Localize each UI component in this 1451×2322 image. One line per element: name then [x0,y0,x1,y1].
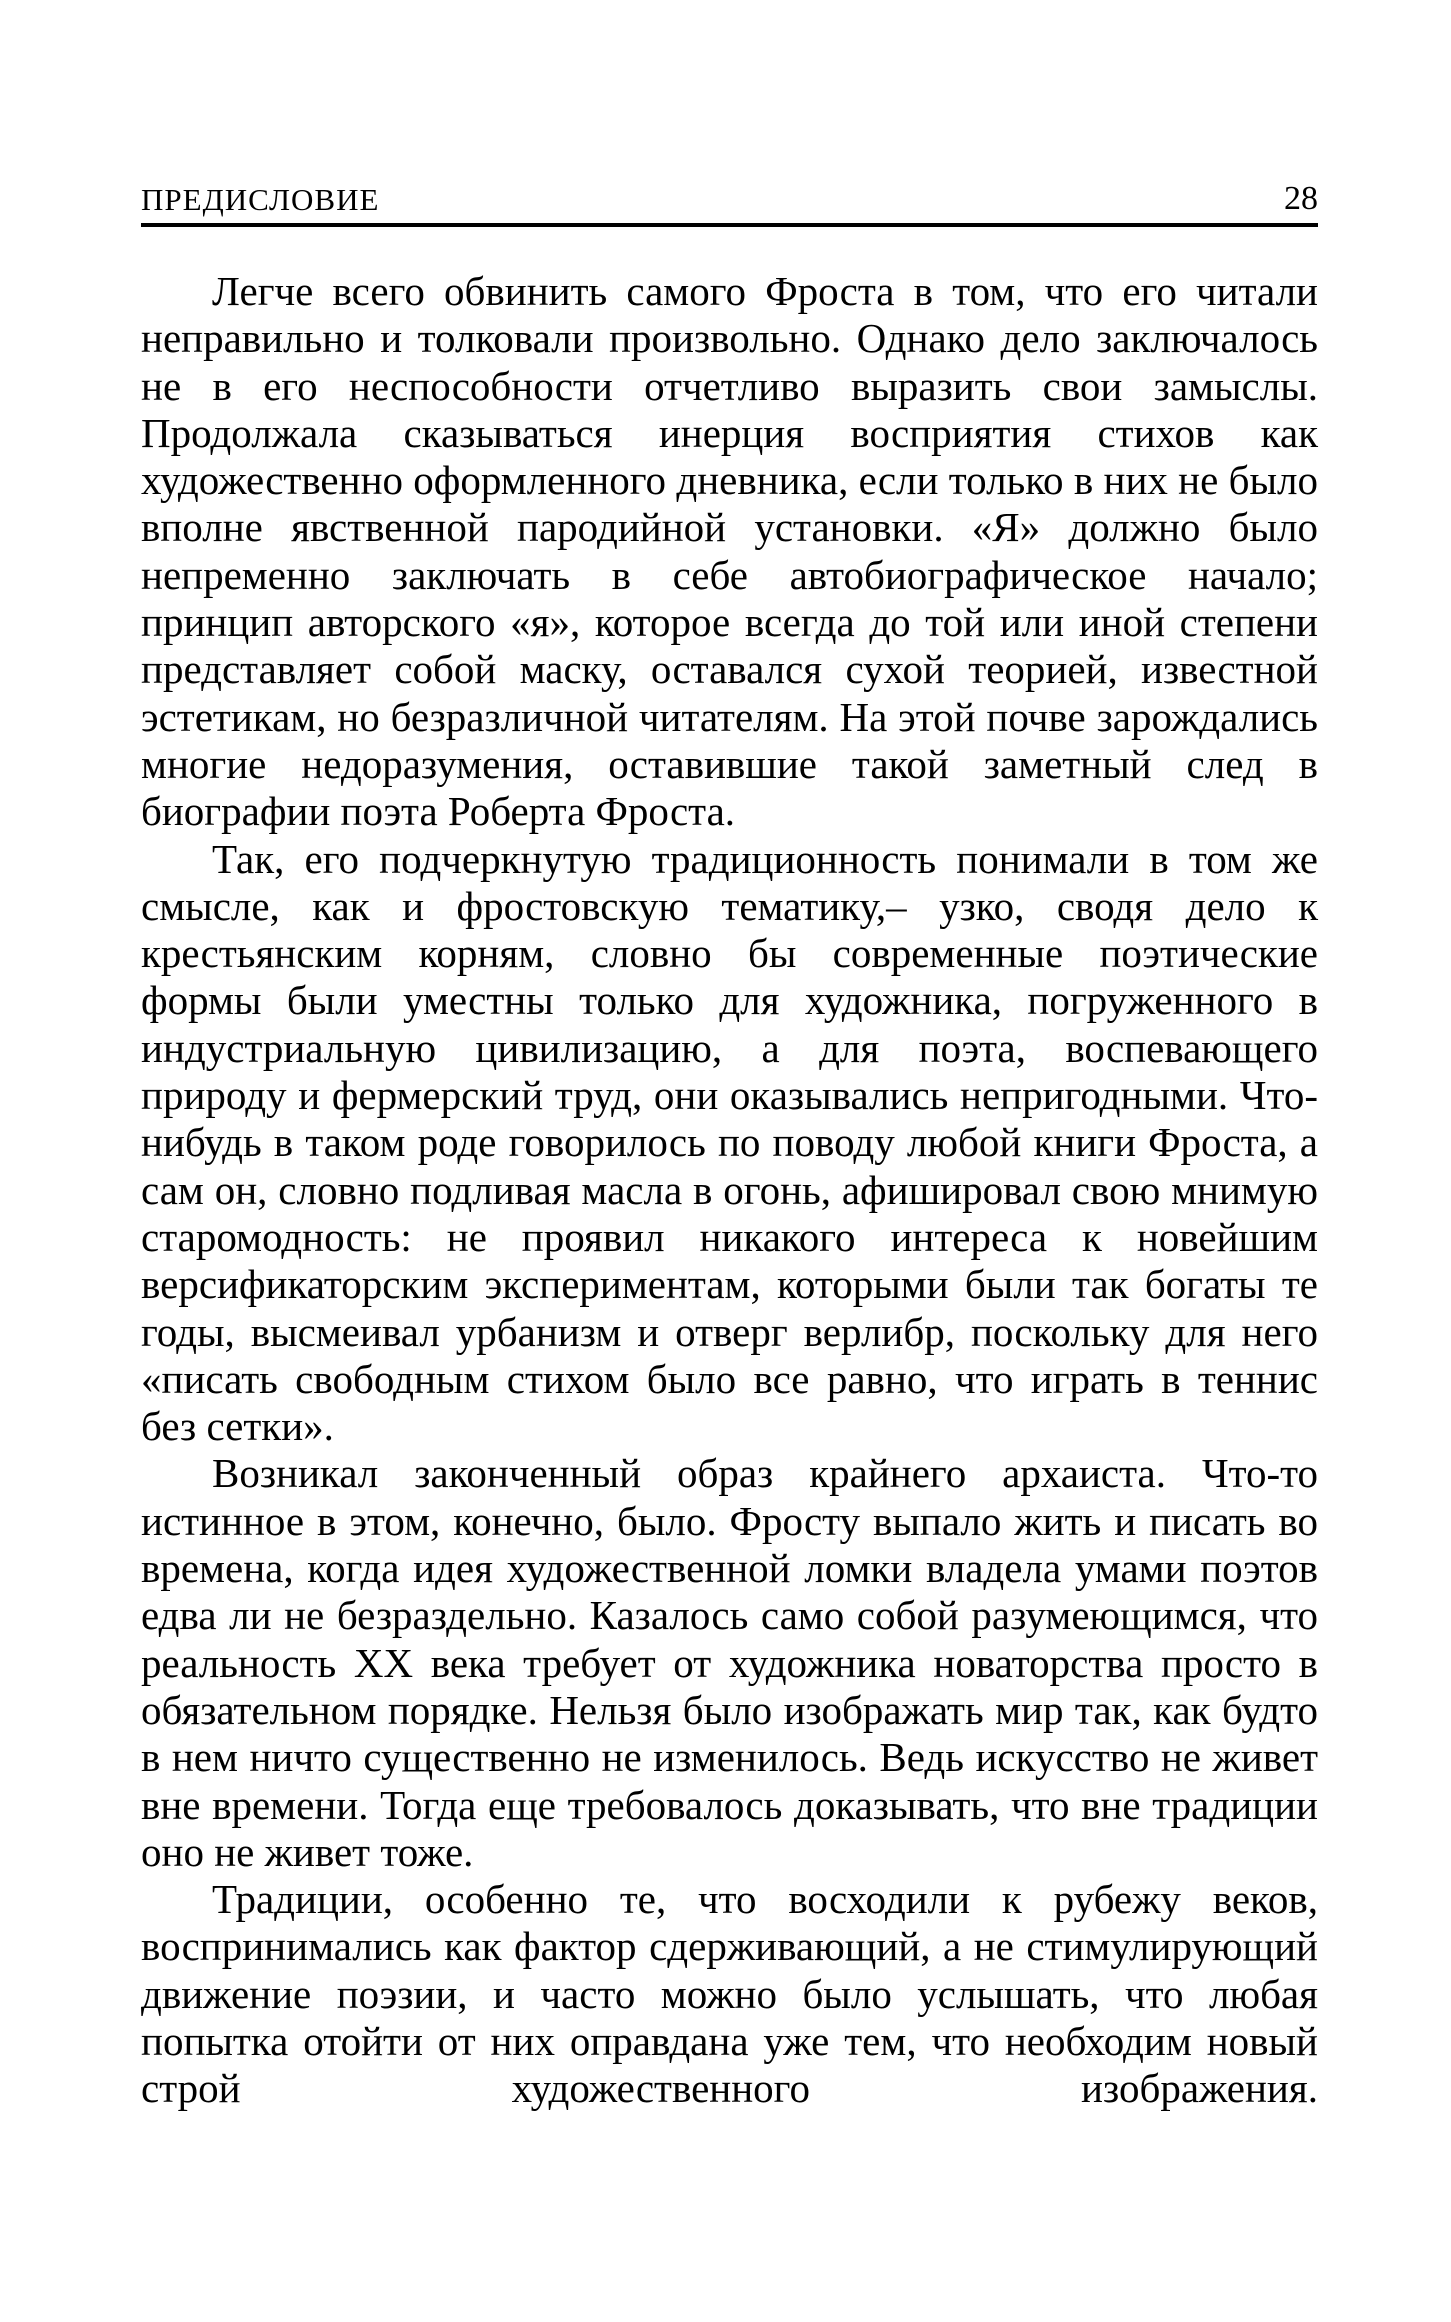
paragraph: Возникал законченный образ крайнего архаиста. Что-то истинное в этом, конечно, было. Фросту выпало жить и писать во времена, когда идея художественной ломки владела умами поэтов едва ли не безраздельно. Казалось само собой разумеющимся, что реальность XX века требует от художника новаторства просто в обязательном порядке. Нельзя было изображать мир так, как будто в нем ничто существенно не изменилось. Ведь искусство не живет вне времени. Тогда еще требовалось доказывать, что вне традиции оно не живет тоже. [141,1450,1318,1875]
section-title: ПРЕДИСЛОВИЕ [141,182,380,217]
paragraph: Легче всего обвинить самого Фроста в том, что его читали неправильно и толковали произвольно. Однако дело заключалось не в его неспособности отчетливо выразить свои замыслы. Продолжала сказываться инерция восприятия стихов как художественно оформленного дневника, если только в них не было вполне явственной пародийной установки. «Я» должно было непременно заключать в себе автобиографическое начало; принцип авторского «я», которое всегда до той или иной степени представляет собой маску, оставался сухой теорией, известной эстетикам, но безразличной читателям. На этой почве зарождались многие недоразумения, оставившие такой заметный след в биографии поэта Роберта Фроста. [141,268,1318,835]
paragraph: Так, его подчеркнутую традиционность понимали в том же смысле, как и фростовскую тематику,– узко, сводя дело к крестьянским корням, словно бы современные поэтические формы были уместны только для художника, погруженного в индустриальную цивилизацию, а для поэта, воспевающего природу и фермерский труд, они оказывались непригодными. Что-нибудь в таком роде говорилось по поводу любой книги Фроста, а сам он, словно подливая масла в огонь, афишировал свою мнимую старомодность: не проявил никакого интереса к новейшим версификаторским экспериментам, которыми были так богаты те годы, высмеивал урбанизм и отверг верлибр, поскольку для него «писать свободным стихом было все равно, что играть в теннис без сетки». [141,835,1318,1450]
running-header [141,178,1318,224]
body-text [141,268,1318,2113]
paragraph: Традиции, особенно те, что восходили к рубежу веков, воспринимались как фактор сдерживающий, а не стимулирующий движение поэзии, и часто можно было услышать, что любая попытка отойти от них оправдана уже тем, что необходим новый строй художественного изображения. [141,1876,1318,2112]
page-number: 28 [1284,180,1318,217]
header-rule [141,223,1318,227]
